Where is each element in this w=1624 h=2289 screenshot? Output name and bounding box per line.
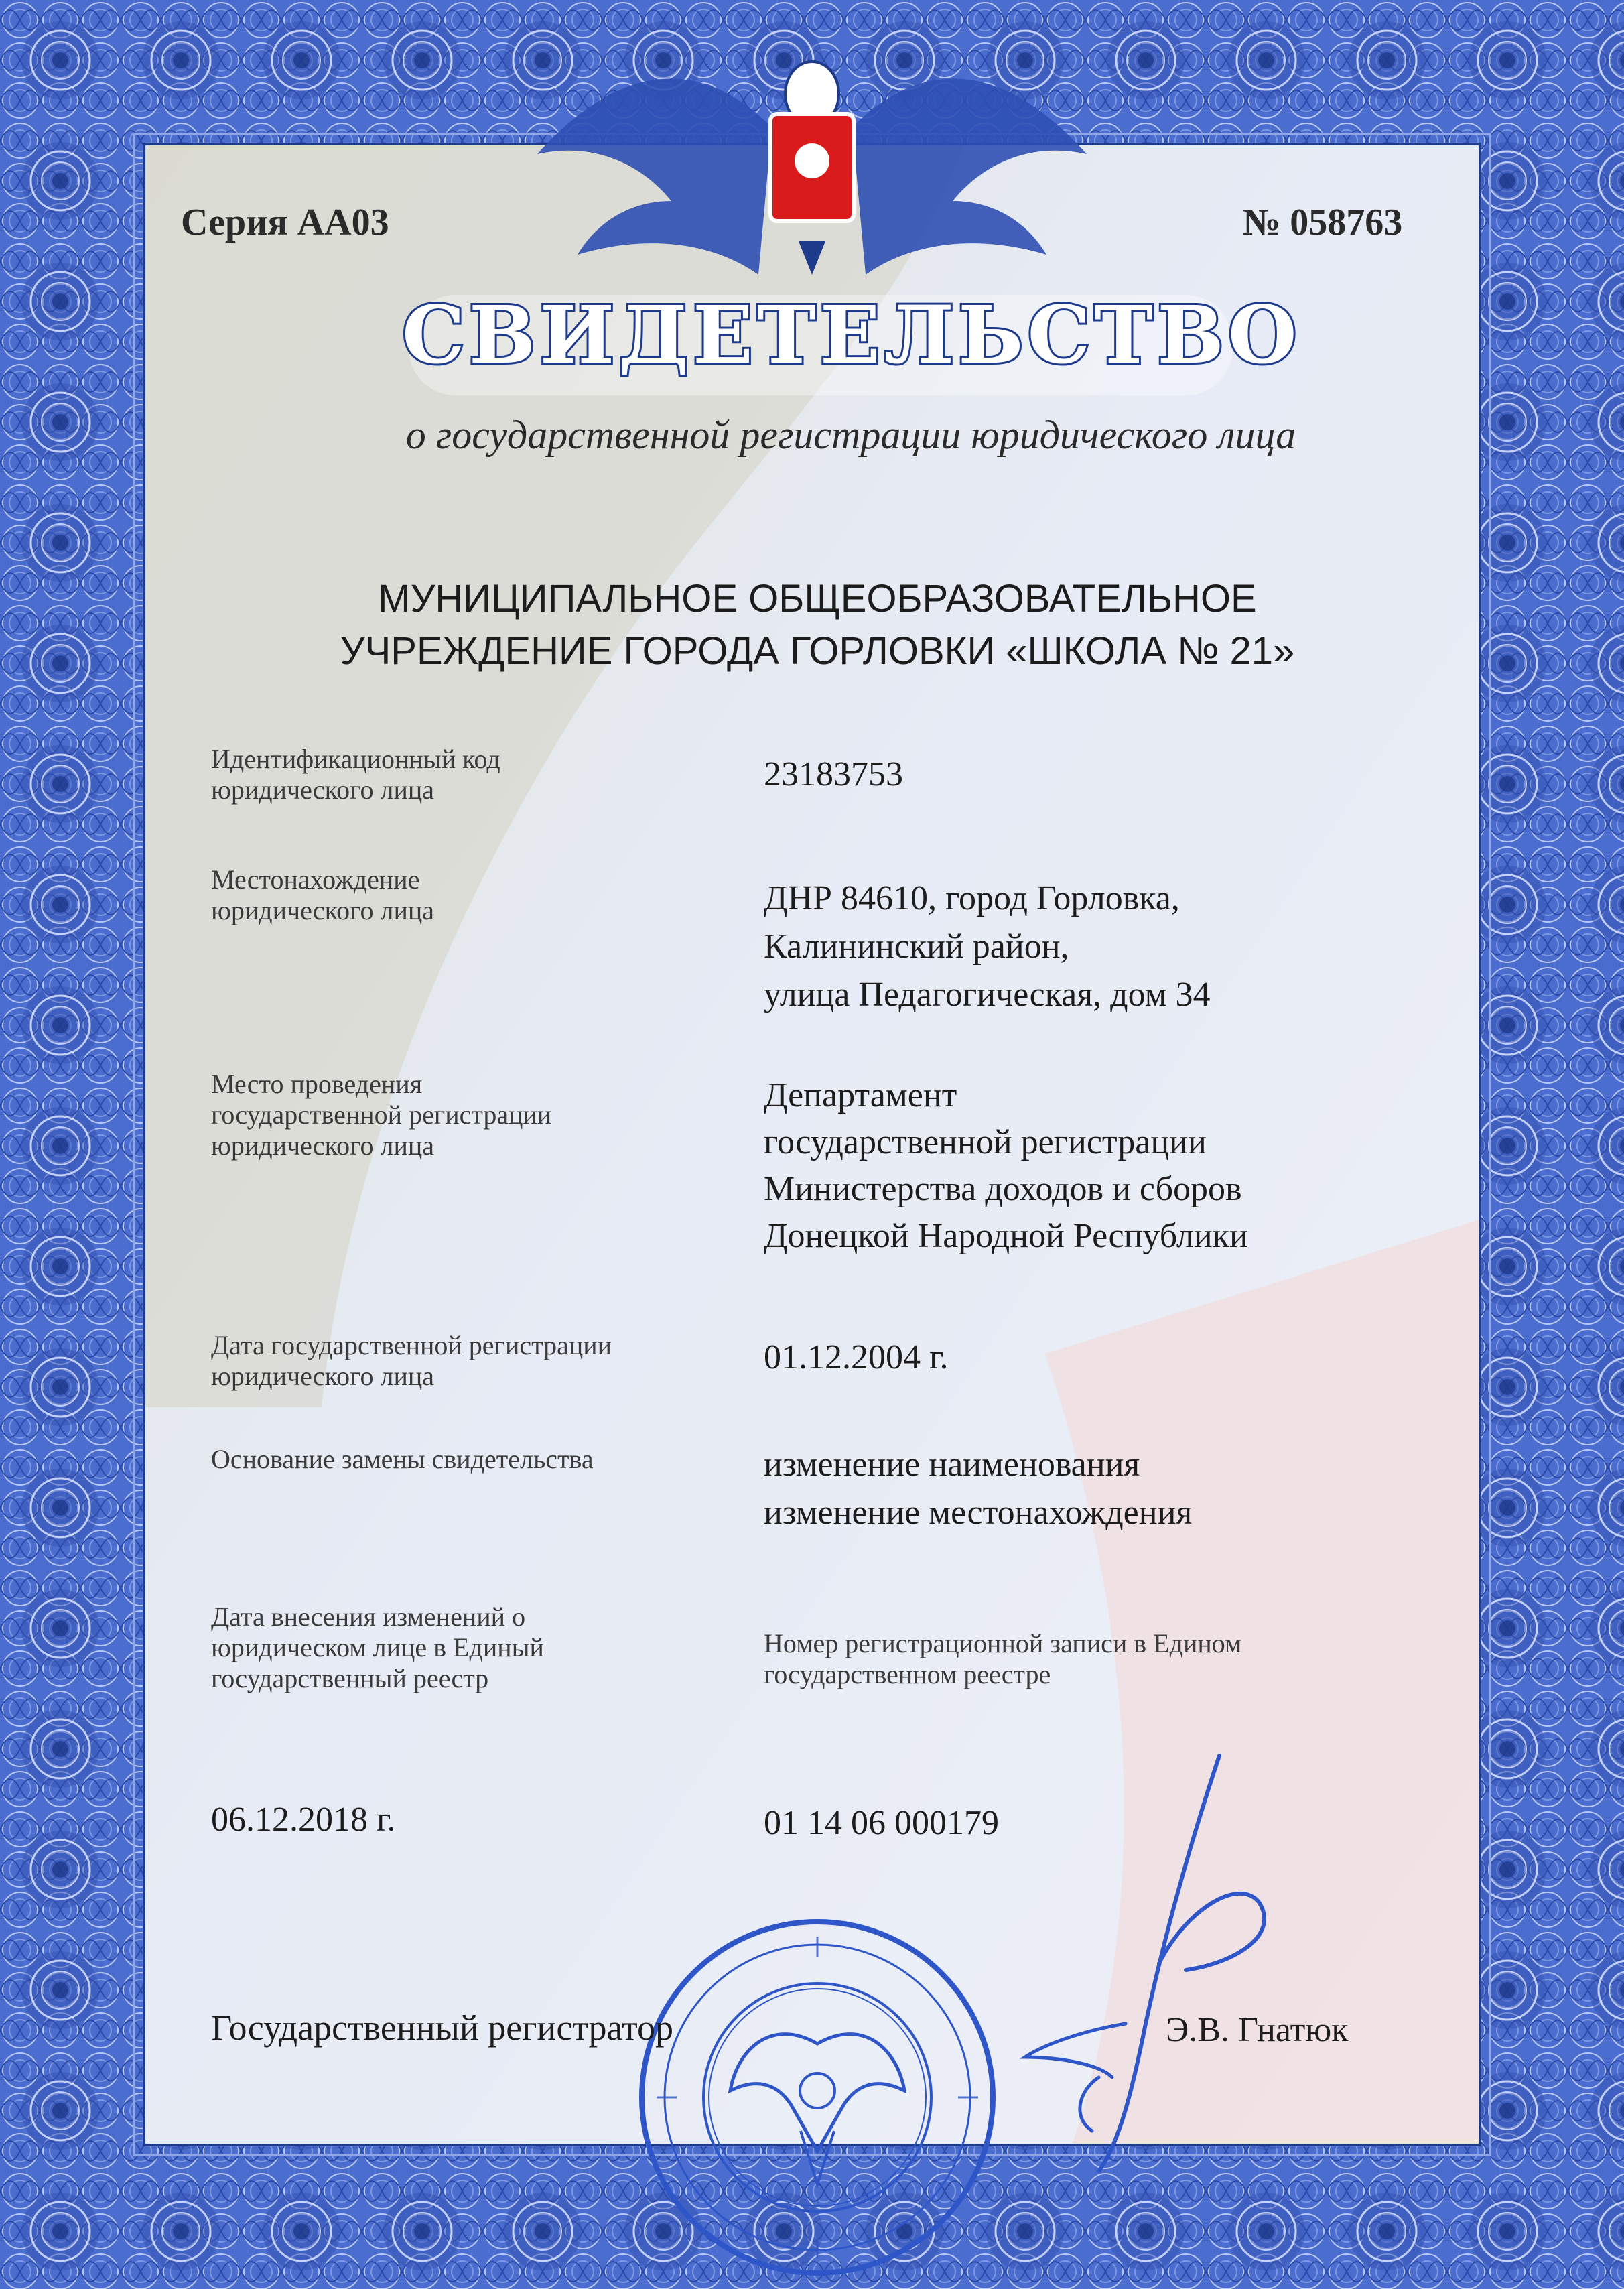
label-line: государственном реестре bbox=[764, 1659, 1051, 1689]
value-line: 06.12.2018 г. bbox=[211, 1801, 396, 1839]
replacement-basis-value bbox=[764, 1441, 1192, 1537]
value-line: Донецкой Народной Республики bbox=[764, 1217, 1248, 1255]
label-line: юридического лица bbox=[211, 895, 435, 925]
registrar-name: Э.В. Гнатюк bbox=[1166, 2011, 1349, 2049]
change-date-value bbox=[211, 1799, 395, 1841]
registration-date-label bbox=[211, 1330, 612, 1392]
registration-place-label bbox=[211, 1069, 551, 1161]
official-stamp bbox=[630, 1910, 1005, 2285]
label-line: Место проведения bbox=[211, 1069, 423, 1099]
label-line: юридическом лице в Единый bbox=[211, 1632, 544, 1662]
label-line: Идентификационный код bbox=[211, 744, 500, 774]
location-value bbox=[764, 874, 1211, 1019]
value-line: Министерства доходов и сборов bbox=[764, 1170, 1242, 1208]
organization-line: УЧРЕЖДЕНИЕ ГОРОДА ГОРЛОВКИ «ШКОЛА № 21» bbox=[340, 629, 1295, 673]
value-line: 23183753 bbox=[764, 755, 903, 793]
record-number-label bbox=[764, 1628, 1241, 1690]
series-label: Серия АА03 bbox=[181, 202, 389, 243]
value-line: Департамент bbox=[764, 1076, 957, 1114]
change-date-label bbox=[211, 1601, 544, 1694]
location-label bbox=[211, 864, 434, 926]
label-line: Местонахождение bbox=[211, 864, 420, 895]
registration-date-value bbox=[764, 1337, 948, 1378]
organization-name bbox=[201, 573, 1434, 677]
organization-line: МУНИЦИПАЛЬНОЕ ОБЩЕОБРАЗОВАТЕЛЬНОЕ bbox=[378, 577, 1257, 620]
value-line: улица Педагогическая, дом 34 bbox=[764, 976, 1211, 1014]
value-line: ДНР 84610, город Горловка, bbox=[764, 879, 1180, 917]
label-line: государственной регистрации bbox=[211, 1100, 552, 1130]
document-number: № 058763 bbox=[1243, 202, 1403, 243]
label-line: государственный реестр bbox=[211, 1663, 489, 1693]
record-number-value bbox=[764, 1803, 999, 1844]
registration-place-value bbox=[764, 1072, 1248, 1260]
id-code-label bbox=[211, 744, 500, 805]
label-line: Номер регистрационной записи в Едином bbox=[764, 1628, 1242, 1658]
registrar-position: Государственный регистратор bbox=[211, 2008, 674, 2048]
value-line: изменение наименования bbox=[764, 1445, 1140, 1484]
label-line: юридического лица bbox=[211, 775, 435, 805]
label-line: Дата государственной регистрации bbox=[211, 1330, 612, 1360]
document-subtitle: о государственной регистрации юридического лица bbox=[405, 413, 1296, 457]
value-line: изменение местонахождения bbox=[764, 1494, 1193, 1532]
value-line: 01.12.2004 г. bbox=[764, 1338, 949, 1376]
value-line: 01 14 06 000179 bbox=[764, 1804, 999, 1842]
label-line: юридического лица bbox=[211, 1361, 435, 1391]
label-line: Дата внесения изменений о bbox=[211, 1601, 526, 1632]
signature-mark bbox=[1018, 1742, 1300, 2184]
value-line: Калининский район, bbox=[764, 927, 1069, 966]
label-line: юридического лица bbox=[211, 1130, 435, 1161]
value-line: государственной регистрации bbox=[764, 1123, 1207, 1161]
document-title: СВИДЕТЕЛЬСТВО bbox=[402, 288, 1301, 381]
id-code-value bbox=[764, 754, 903, 795]
replacement-basis-label bbox=[211, 1444, 594, 1475]
label-line: Основание замены свидетельства bbox=[211, 1444, 594, 1474]
